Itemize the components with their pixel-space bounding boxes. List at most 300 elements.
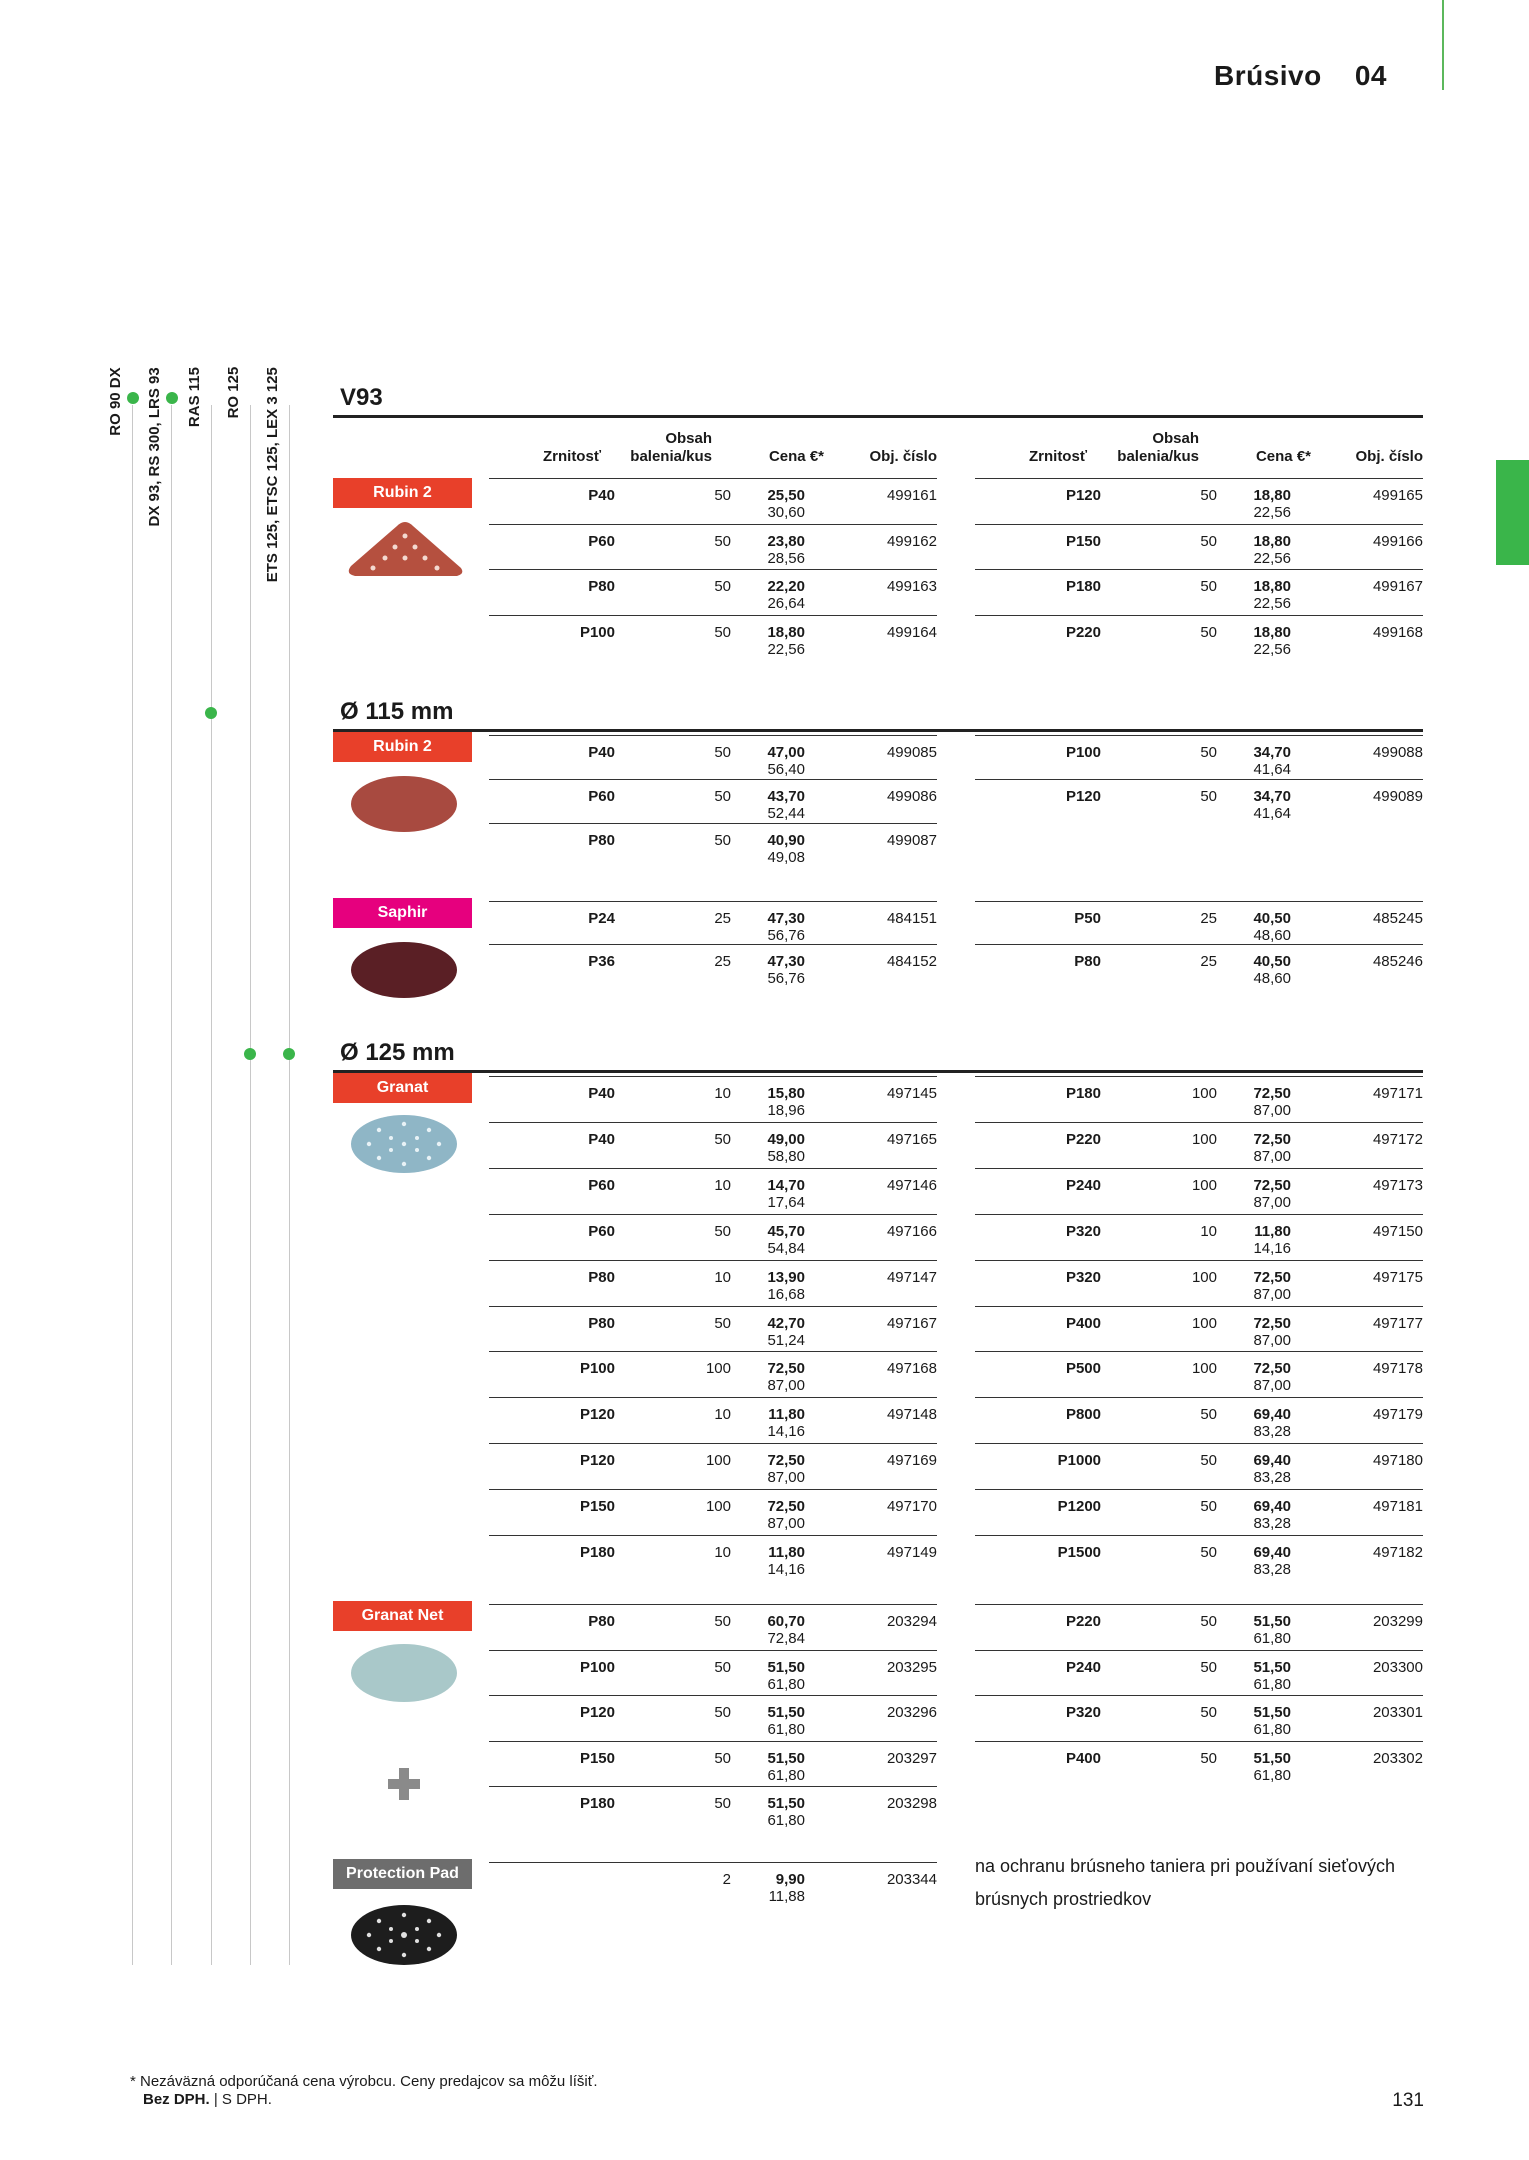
- table-row: [489, 1489, 937, 1533]
- header-title: Brúsivo: [1213, 60, 1322, 91]
- pack-cell: 50: [714, 1613, 731, 1630]
- grit-cell: P100: [1065, 744, 1101, 761]
- pack-cell: 10: [714, 1268, 731, 1286]
- section-rule: [333, 415, 1423, 418]
- order-number-cell: 485245: [1372, 910, 1423, 927]
- order-number-cell: 497145: [886, 1085, 937, 1102]
- pack-cell: 100: [1191, 1130, 1217, 1148]
- pack-cell: 25: [714, 953, 731, 970]
- price-cell: [767, 910, 805, 944]
- price-gross: 61,80: [767, 1766, 805, 1784]
- price-gross: 41,64: [1253, 761, 1291, 778]
- table-row: [975, 524, 1423, 565]
- price-gross: 83,28: [1253, 1469, 1291, 1487]
- price-cell: [1253, 1406, 1291, 1440]
- grit-cell: P150: [579, 1749, 615, 1767]
- badge-saphir: Saphir: [333, 898, 472, 928]
- order-number-cell: 499168: [1372, 623, 1423, 641]
- order-number-cell: 499089: [1372, 788, 1423, 805]
- pack-cell: 50: [1200, 1452, 1217, 1470]
- price-net: 51,50: [1253, 1749, 1291, 1767]
- table-row: [489, 1741, 937, 1782]
- order-number-cell: 203298: [886, 1795, 937, 1812]
- disc-granat-image: [349, 1112, 459, 1176]
- protection-pad-note: na ochranu brúsneho taniera pri používaní sieťových brúsnych prostriedkov: [975, 1856, 1396, 1909]
- price-cell: [769, 1871, 805, 1905]
- compat-dot: [283, 1048, 295, 1060]
- grit-cell: P100: [579, 623, 615, 641]
- table-row: [975, 569, 1423, 610]
- price-net: 23,80: [767, 532, 805, 550]
- pack-cell: 50: [714, 832, 731, 849]
- section-rule: [333, 1070, 1423, 1073]
- table-row: [975, 779, 1423, 820]
- price-cell: [1253, 1177, 1291, 1211]
- footnote-line2: Bez DPH. | S DPH.: [143, 2091, 272, 2108]
- pack-cell: 10: [1200, 1222, 1217, 1240]
- order-number-cell: 497165: [886, 1130, 937, 1148]
- price-net: 13,90: [767, 1268, 805, 1286]
- order-number-cell: 499165: [1372, 487, 1423, 504]
- order-number-cell: 499167: [1372, 578, 1423, 595]
- price-cell: [1253, 1315, 1291, 1349]
- grit-cell: P320: [1065, 1268, 1101, 1286]
- triangle-pad-image: [345, 520, 465, 580]
- pack-cell: 50: [1200, 1749, 1217, 1767]
- order-number-cell: 499088: [1372, 744, 1423, 761]
- price-net: 51,50: [767, 1749, 805, 1767]
- price-cell: [767, 1177, 805, 1211]
- price-net: 72,50: [1253, 1314, 1291, 1332]
- price-net: 72,50: [1253, 1176, 1291, 1194]
- pack-cell: 50: [714, 1704, 731, 1721]
- tool-column-line: [289, 405, 290, 1965]
- col-order: Obj. číslo: [1355, 448, 1423, 465]
- price-net: 9,90: [775, 1871, 805, 1888]
- price-gross: 28,56: [767, 549, 805, 567]
- grit-cell: P60: [588, 532, 615, 550]
- pack-cell: 25: [1200, 910, 1217, 927]
- table-row: [489, 1168, 937, 1209]
- order-number-cell: 497149: [886, 1544, 937, 1561]
- price-gross: 72,84: [767, 1630, 805, 1647]
- pack-cell: 50: [714, 1222, 731, 1240]
- price-gross: 61,80: [767, 1812, 805, 1829]
- grit-cell: P240: [1065, 1176, 1101, 1194]
- pack-cell: 50: [1200, 788, 1217, 805]
- grit-cell: P1500: [1057, 1544, 1101, 1561]
- price-gross: 61,80: [1253, 1630, 1291, 1647]
- pack-cell: 50: [1200, 1406, 1217, 1424]
- header-divider: [1442, 0, 1444, 90]
- price-cell: [767, 1750, 805, 1784]
- pack-cell: 100: [705, 1360, 731, 1378]
- order-number-cell: 497146: [886, 1176, 937, 1194]
- tool-label-dx93: DX 93, RS 300, LRS 93: [146, 367, 163, 527]
- price-gross: 26,64: [767, 595, 805, 612]
- table-row: [975, 1214, 1423, 1255]
- price-cell: [767, 1613, 805, 1647]
- price-gross: 83,28: [1253, 1423, 1291, 1441]
- pack-cell: 50: [1200, 487, 1217, 504]
- table-row: [975, 1741, 1423, 1782]
- price-cell: [767, 1498, 805, 1532]
- price-net: 51,50: [1253, 1658, 1291, 1676]
- price-cell: [1253, 1544, 1291, 1578]
- price-net: 72,50: [1253, 1268, 1291, 1286]
- order-number-cell: 499163: [886, 578, 937, 595]
- price-cell: [767, 832, 805, 866]
- order-number-cell: 499162: [886, 532, 937, 550]
- price-cell: [1253, 624, 1291, 658]
- table-row: [489, 1650, 937, 1691]
- order-number-cell: 497180: [1372, 1452, 1423, 1470]
- section-rule: [333, 729, 1423, 732]
- price-cell: [767, 533, 805, 567]
- price-gross: 87,00: [767, 1515, 805, 1533]
- table-row: [975, 1076, 1423, 1117]
- table-row: [489, 1351, 937, 1395]
- table-row: [975, 1397, 1423, 1441]
- pack-cell: 50: [1200, 744, 1217, 761]
- price-cell: [1253, 1131, 1291, 1165]
- price-gross: 58,80: [767, 1147, 805, 1165]
- price-cell: [1253, 1750, 1291, 1784]
- tool-label-ro90dx: RO 90 DX: [107, 367, 124, 436]
- price-net: 72,50: [1253, 1130, 1291, 1148]
- price-net: 18,80: [1253, 623, 1291, 641]
- price-cell: [767, 1269, 805, 1303]
- price-cell: [1253, 578, 1291, 612]
- pack-cell: 25: [1200, 953, 1217, 970]
- footnote-line1: * Nezáväzná odporúčaná cena výrobcu. Ceny predajcov sa môžu líšiť.: [130, 2073, 598, 2090]
- badge-granat: Granat: [333, 1073, 472, 1103]
- table-row: [975, 1443, 1423, 1487]
- order-number-cell: 499166: [1372, 532, 1423, 550]
- grit-cell: P120: [1065, 788, 1101, 805]
- table-row: [489, 1122, 937, 1163]
- grit-cell: P120: [579, 1406, 615, 1424]
- compat-dot: [127, 392, 139, 404]
- grit-cell: P80: [588, 1268, 615, 1286]
- table-row: [489, 1604, 937, 1645]
- table-row: [975, 1168, 1423, 1209]
- table-row: [975, 1650, 1423, 1691]
- disc-saphir-image: [349, 940, 459, 1000]
- pack-cell: 100: [1191, 1360, 1217, 1378]
- table-row: [489, 1214, 937, 1255]
- table-row: [489, 944, 937, 985]
- grit-cell: P80: [1074, 953, 1101, 970]
- price-net: 25,50: [767, 487, 805, 504]
- price-gross: 61,80: [1253, 1721, 1291, 1738]
- price-net: 18,80: [1253, 578, 1291, 595]
- price-gross: 11,88: [768, 1888, 805, 1905]
- price-gross: 14,16: [767, 1423, 805, 1441]
- order-number-cell: 497172: [1372, 1130, 1423, 1148]
- compat-dot: [205, 707, 217, 719]
- pack-cell: 50: [714, 578, 731, 595]
- order-number-cell: 497169: [886, 1452, 937, 1470]
- table-row: [975, 1489, 1423, 1533]
- grit-cell: P60: [588, 1176, 615, 1194]
- pack-cell: 50: [1200, 1704, 1217, 1721]
- pack-cell: 100: [1191, 1176, 1217, 1194]
- tool-column-line: [132, 405, 133, 1965]
- table-row: [975, 615, 1423, 656]
- price-net: 72,50: [1253, 1085, 1291, 1102]
- price-cell: [767, 1795, 805, 1829]
- grit-cell: P60: [588, 1222, 615, 1240]
- col-pack: Obsah balenia/kus: [1117, 430, 1199, 465]
- pack-cell: 50: [714, 1314, 731, 1332]
- order-number-cell: 497182: [1372, 1544, 1423, 1561]
- col-price: Cena €*: [768, 448, 824, 465]
- grit-cell: P80: [588, 578, 615, 595]
- order-number-cell: 203297: [886, 1749, 937, 1767]
- order-number-cell: 497168: [886, 1360, 937, 1378]
- price-net: 69,40: [1253, 1498, 1291, 1516]
- price-gross: 87,00: [1253, 1285, 1291, 1303]
- price-gross: 22,56: [1253, 640, 1291, 658]
- tool-column-line: [211, 405, 212, 1965]
- section-title-v93: V93: [340, 384, 383, 411]
- table-row: [975, 1260, 1423, 1301]
- price-cell: [767, 1085, 805, 1119]
- pack-cell: 50: [714, 744, 731, 761]
- grit-cell: P180: [579, 1795, 615, 1812]
- price-gross: 87,00: [1253, 1147, 1291, 1165]
- price-gross: 18,96: [767, 1102, 805, 1119]
- pack-cell: 50: [1200, 1613, 1217, 1630]
- price-cell: [767, 624, 805, 658]
- order-number-cell: 203294: [886, 1613, 937, 1630]
- price-cell: [1253, 1704, 1291, 1738]
- price-net: 18,80: [1253, 532, 1291, 550]
- table-row: [975, 1351, 1423, 1395]
- price-gross: 14,16: [1253, 1239, 1291, 1257]
- page-number: 131: [1392, 2090, 1424, 2111]
- order-number-cell: 497179: [1372, 1406, 1423, 1424]
- grit-cell: P80: [588, 1613, 615, 1630]
- price-gross: 51,24: [767, 1331, 805, 1349]
- price-gross: 87,00: [1253, 1377, 1291, 1395]
- price-net: 34,70: [1253, 744, 1291, 761]
- pack-cell: 50: [714, 623, 731, 641]
- table-row: [975, 901, 1423, 942]
- col-grit: Zrnitosť: [1028, 448, 1087, 465]
- section-title-115: Ø 115 mm: [340, 698, 454, 725]
- price-net: 51,50: [1253, 1704, 1291, 1721]
- price-gross: 22,56: [1253, 595, 1291, 612]
- order-number-cell: 497170: [886, 1498, 937, 1516]
- pack-cell: 10: [714, 1544, 731, 1561]
- price-gross: 61,80: [1253, 1675, 1291, 1693]
- price-net: 40,50: [1253, 953, 1291, 970]
- price-net: 49,00: [767, 1130, 805, 1148]
- table-row: [975, 1535, 1423, 1576]
- price-net: 72,50: [767, 1498, 805, 1516]
- price-cell: [767, 1704, 805, 1738]
- price-gross: 17,64: [767, 1193, 805, 1211]
- price-cell: [1253, 1659, 1291, 1693]
- grit-cell: P500: [1065, 1360, 1101, 1378]
- table-row: [489, 779, 937, 820]
- order-number-cell: 499161: [886, 487, 937, 504]
- order-number-cell: 203296: [886, 1704, 937, 1721]
- price-net: 51,50: [1253, 1613, 1291, 1630]
- grit-cell: P60: [588, 788, 615, 805]
- order-number-cell: 497147: [886, 1268, 937, 1286]
- footnote: [130, 2073, 598, 2109]
- order-number-cell: 203295: [886, 1658, 937, 1676]
- badge-protection-pad: Protection Pad: [333, 1859, 472, 1889]
- grit-cell: P40: [588, 487, 615, 504]
- table-row: [489, 1862, 937, 1903]
- price-cell: [1253, 1269, 1291, 1303]
- price-cell: [767, 1406, 805, 1440]
- price-net: 42,70: [767, 1314, 805, 1332]
- pack-cell: 2: [722, 1871, 731, 1888]
- order-number-cell: 497177: [1372, 1314, 1423, 1332]
- price-net: 11,80: [768, 1544, 805, 1561]
- order-number-cell: 203299: [1372, 1613, 1423, 1630]
- price-cell: [767, 1452, 805, 1486]
- grit-cell: P180: [1065, 578, 1101, 595]
- protection-pad-image: [349, 1903, 459, 1967]
- price-cell: [767, 1315, 805, 1349]
- grit-cell: P120: [579, 1452, 615, 1470]
- price-gross: 56,40: [767, 761, 805, 778]
- price-gross: 41,64: [1253, 805, 1291, 822]
- order-number-cell: 203301: [1372, 1704, 1423, 1721]
- price-net: 72,50: [767, 1452, 805, 1470]
- table-row: [489, 1695, 937, 1736]
- pack-cell: 50: [714, 788, 731, 805]
- price-net: 51,50: [767, 1704, 805, 1721]
- price-net: 22,20: [767, 578, 805, 595]
- grit-cell: P1200: [1057, 1498, 1101, 1516]
- price-net: 43,70: [767, 788, 805, 805]
- compat-dot: [244, 1048, 256, 1060]
- table-row: [975, 1695, 1423, 1736]
- pack-cell: 100: [705, 1452, 731, 1470]
- price-net: 18,80: [1253, 487, 1291, 504]
- table-row: [489, 1076, 937, 1117]
- grit-cell: P36: [588, 953, 615, 970]
- price-cell: [1253, 1085, 1291, 1119]
- table-row: [489, 823, 937, 864]
- page-header: [1214, 60, 1387, 92]
- section-title-125: Ø 125 mm: [340, 1039, 455, 1066]
- price-net: 18,80: [767, 623, 805, 641]
- price-gross: 87,00: [767, 1377, 805, 1395]
- grit-cell: P150: [1065, 532, 1101, 550]
- grit-cell: P800: [1065, 1406, 1101, 1424]
- disc-rubin-image: [349, 774, 459, 834]
- grit-cell: P400: [1065, 1314, 1101, 1332]
- chapter-tab: [1496, 460, 1529, 565]
- price-cell: [1253, 533, 1291, 567]
- order-number-cell: 203344: [886, 1871, 937, 1888]
- price-cell: [767, 1659, 805, 1693]
- table-row: [975, 1306, 1423, 1347]
- price-cell: [767, 1544, 805, 1578]
- chapter-number: 04: [1354, 60, 1387, 91]
- pack-cell: 50: [1200, 1658, 1217, 1676]
- price-net: 51,50: [767, 1658, 805, 1676]
- col-order: Obj. číslo: [869, 448, 937, 465]
- price-gross: 14,16: [767, 1561, 805, 1578]
- table-row: [489, 1786, 937, 1827]
- price-cell: [1253, 1360, 1291, 1394]
- price-gross: 83,28: [1253, 1561, 1291, 1578]
- price-gross: 22,56: [1253, 504, 1291, 521]
- grit-cell: P120: [579, 1704, 615, 1721]
- table-row: [975, 1122, 1423, 1163]
- price-gross: 56,76: [767, 927, 805, 944]
- order-number-cell: 499085: [886, 744, 937, 761]
- price-gross: 16,68: [767, 1285, 805, 1303]
- price-cell: [1253, 1452, 1291, 1486]
- pack-cell: 100: [1191, 1314, 1217, 1332]
- price-net: 40,50: [1253, 910, 1291, 927]
- grit-cell: P240: [1065, 1658, 1101, 1676]
- grit-cell: P40: [588, 1130, 615, 1148]
- price-gross: 48,60: [1253, 927, 1291, 944]
- order-number-cell: 499087: [886, 832, 937, 849]
- pack-cell: 50: [714, 1130, 731, 1148]
- table-row: [975, 478, 1423, 519]
- price-cell: [1253, 744, 1291, 778]
- price-net: 47,00: [767, 744, 805, 761]
- order-number-cell: 499164: [886, 623, 937, 641]
- price-cell: [767, 744, 805, 778]
- price-net: 11,80: [1254, 1222, 1291, 1240]
- pack-cell: 50: [714, 1795, 731, 1812]
- price-cell: [767, 487, 805, 521]
- price-net: 14,70: [767, 1176, 805, 1194]
- order-number-cell: 497181: [1372, 1498, 1423, 1516]
- order-number-cell: 497150: [1372, 1222, 1423, 1240]
- pack-cell: 10: [714, 1085, 731, 1102]
- tool-column-line: [250, 405, 251, 1965]
- grit-cell: P100: [579, 1658, 615, 1676]
- price-gross: 22,56: [767, 640, 805, 658]
- grit-cell: P220: [1065, 623, 1101, 641]
- order-number-cell: 485246: [1372, 953, 1423, 970]
- order-number-cell: 497148: [886, 1406, 937, 1424]
- table-row: [489, 569, 937, 610]
- col-price: Cena €*: [1255, 448, 1311, 465]
- badge-granat-net: Granat Net: [333, 1601, 472, 1631]
- price-cell: [1253, 788, 1291, 822]
- order-number-cell: 497175: [1372, 1268, 1423, 1286]
- pack-cell: 50: [1200, 623, 1217, 641]
- table-row: [975, 735, 1423, 776]
- col-pack: Obsah balenia/kus: [630, 430, 712, 465]
- order-number-cell: 203300: [1372, 1658, 1423, 1676]
- price-net: 45,70: [767, 1222, 805, 1240]
- price-cell: [1253, 910, 1291, 944]
- tool-column-line: [171, 405, 172, 1965]
- pack-cell: 50: [1200, 1544, 1217, 1561]
- grit-cell: P320: [1065, 1222, 1101, 1240]
- price-cell: [767, 578, 805, 612]
- price-gross: 61,80: [1253, 1766, 1291, 1784]
- price-gross: 83,28: [1253, 1515, 1291, 1533]
- table-row: [489, 615, 937, 656]
